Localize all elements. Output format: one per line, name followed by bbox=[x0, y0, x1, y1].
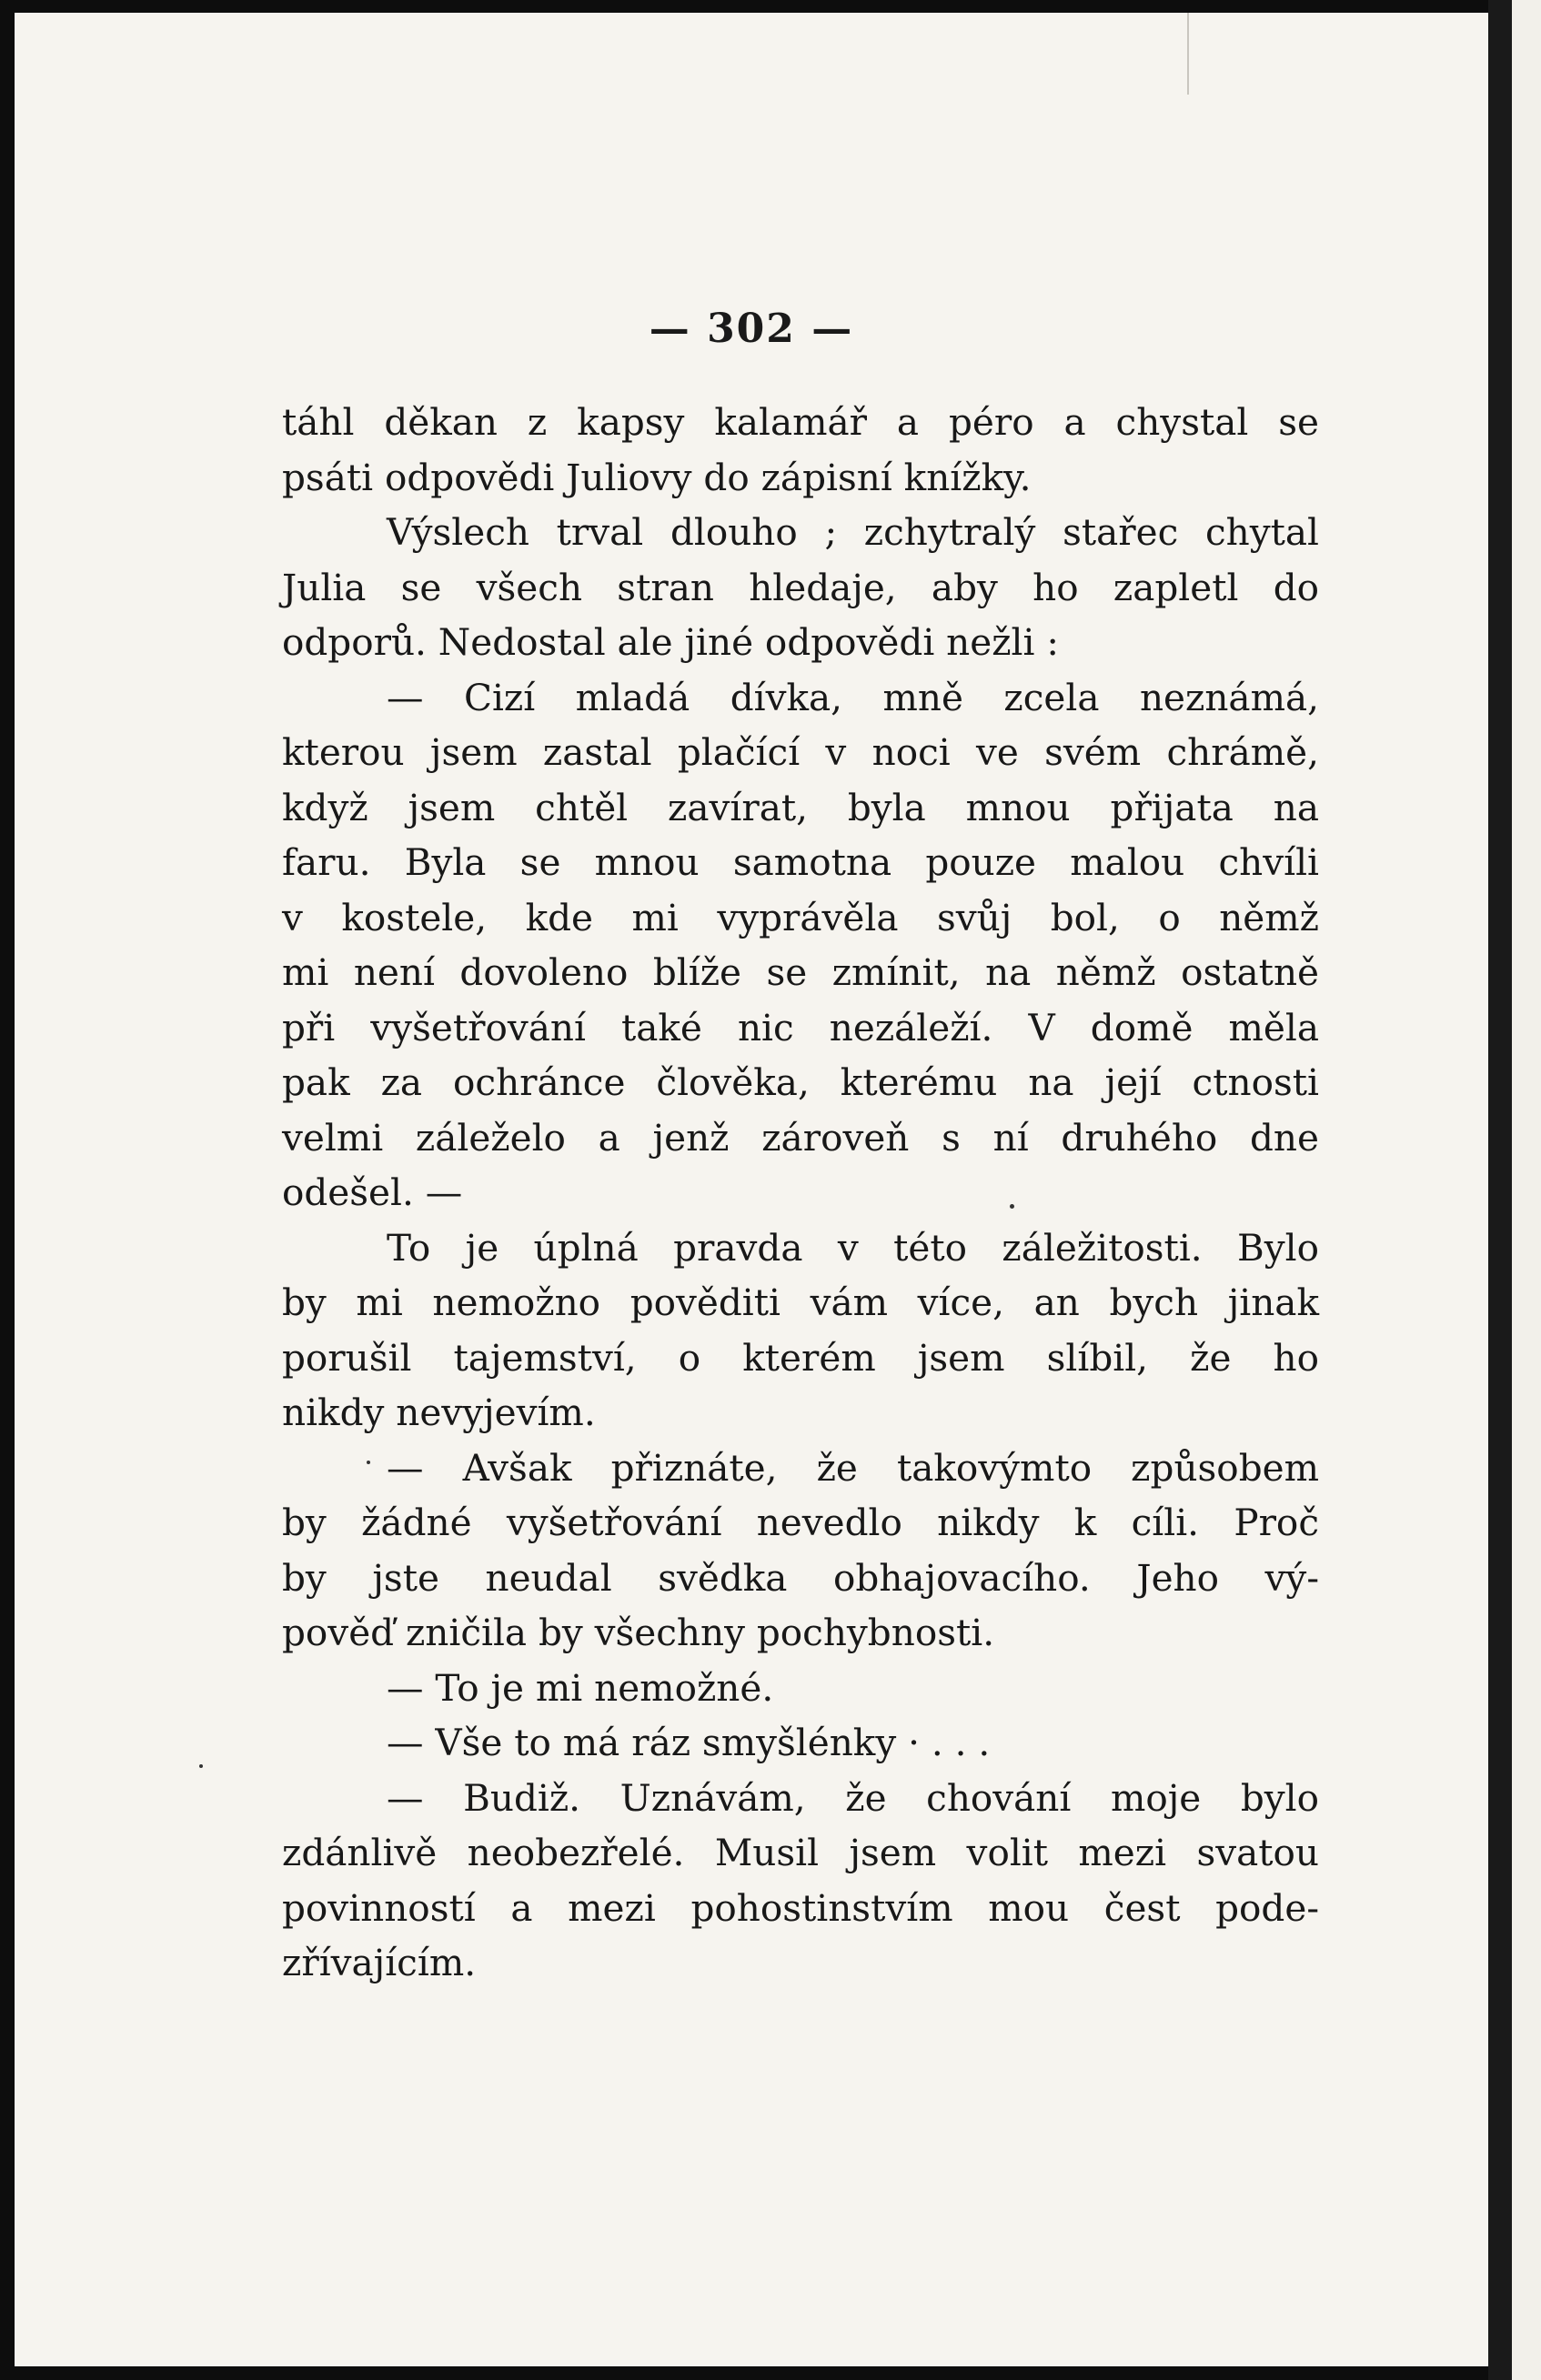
ink-speck bbox=[367, 1461, 370, 1464]
text-line: Výslech trval dlouho ; zchytralý stařec chytal bbox=[387, 510, 1319, 554]
text-line: To je úplná pravda v této záležitosti. Bylo bbox=[387, 1225, 1319, 1270]
text-line: zřívajícím. bbox=[282, 1941, 477, 1984]
text-line: — Vše to má ráz smyšlénky · . . . bbox=[387, 1721, 991, 1764]
text-line: psáti odpovědi Juliovy do zápisní knížky. bbox=[282, 455, 1032, 499]
text-line: zdánlivě neobezřelé. Musil jsem volit mezi svatou bbox=[282, 1831, 1319, 1874]
text-line: by mi nemožno pověditi vám více, an bych jinak bbox=[282, 1280, 1319, 1324]
text-line: porušil tajemství, o kterém jsem slíbil, že ho bbox=[282, 1335, 1319, 1380]
text-line: faru. Byla se mnou samotna pouze malou chvíli bbox=[282, 840, 1319, 884]
text-line: nikdy nevyjevím. bbox=[282, 1391, 596, 1434]
text-line: táhl děkan z kapsy kalamář a péro a chystal se bbox=[282, 400, 1319, 444]
text-line: — Cizí mladá dívka, mně zcela neznámá, bbox=[387, 675, 1319, 719]
text-line: odešel. — bbox=[282, 1170, 463, 1214]
text-line: při vyšetřování také nic nezáleží. V domě měla bbox=[282, 1005, 1319, 1049]
book-page bbox=[15, 13, 1488, 2366]
page-text bbox=[282, 395, 1319, 1991]
text-line: odporů. Nedostal ale jiné odpovědi nežli : bbox=[282, 620, 1059, 664]
next-page-edge bbox=[1512, 0, 1541, 2380]
text-line: v kostele, kde mi vyprávěla svůj bol, o němž bbox=[282, 895, 1319, 939]
page-number: — 302 — bbox=[649, 306, 854, 352]
text-line: pak za ochránce člověka, kterému na její ctnosti bbox=[282, 1060, 1319, 1104]
text-line: Julia se všech stran hledaje, aby ho zapletl do bbox=[282, 565, 1319, 609]
text-line: pověď zničila by všechny pochybnosti. bbox=[282, 1611, 995, 1654]
fold-line bbox=[1187, 13, 1189, 95]
text-line: by žádné vyšetřování nevedlo nikdy k cíli. Proč bbox=[282, 1501, 1319, 1544]
text-line: by jste neudal svědka obhajovacího. Jeho vý- bbox=[282, 1555, 1319, 1600]
text-line: velmi záleželo a jenž zároveň s ní druhého dne bbox=[282, 1115, 1319, 1160]
text-line: kterou jsem zastal plačící v noci ve svém chrámě, bbox=[282, 730, 1319, 774]
text-line: — To je mi nemožné. bbox=[387, 1665, 774, 1710]
text-line: — Budiž. Uznávám, že chování moje bylo bbox=[387, 1775, 1319, 1820]
text-line: povinností a mezi pohostinstvím mou čest pode- bbox=[282, 1885, 1319, 1930]
text-line: mi není dovoleno blíže se zmínit, na němž ostatně bbox=[282, 950, 1319, 994]
text-line: — Avšak přiznáte, že takovýmto způsobem bbox=[387, 1445, 1319, 1490]
page-gutter bbox=[1488, 0, 1512, 2380]
ink-speck bbox=[199, 1764, 203, 1768]
ink-speck bbox=[1010, 1204, 1014, 1209]
text-line: když jsem chtěl zavírat, byla mnou přijata na bbox=[282, 785, 1319, 829]
